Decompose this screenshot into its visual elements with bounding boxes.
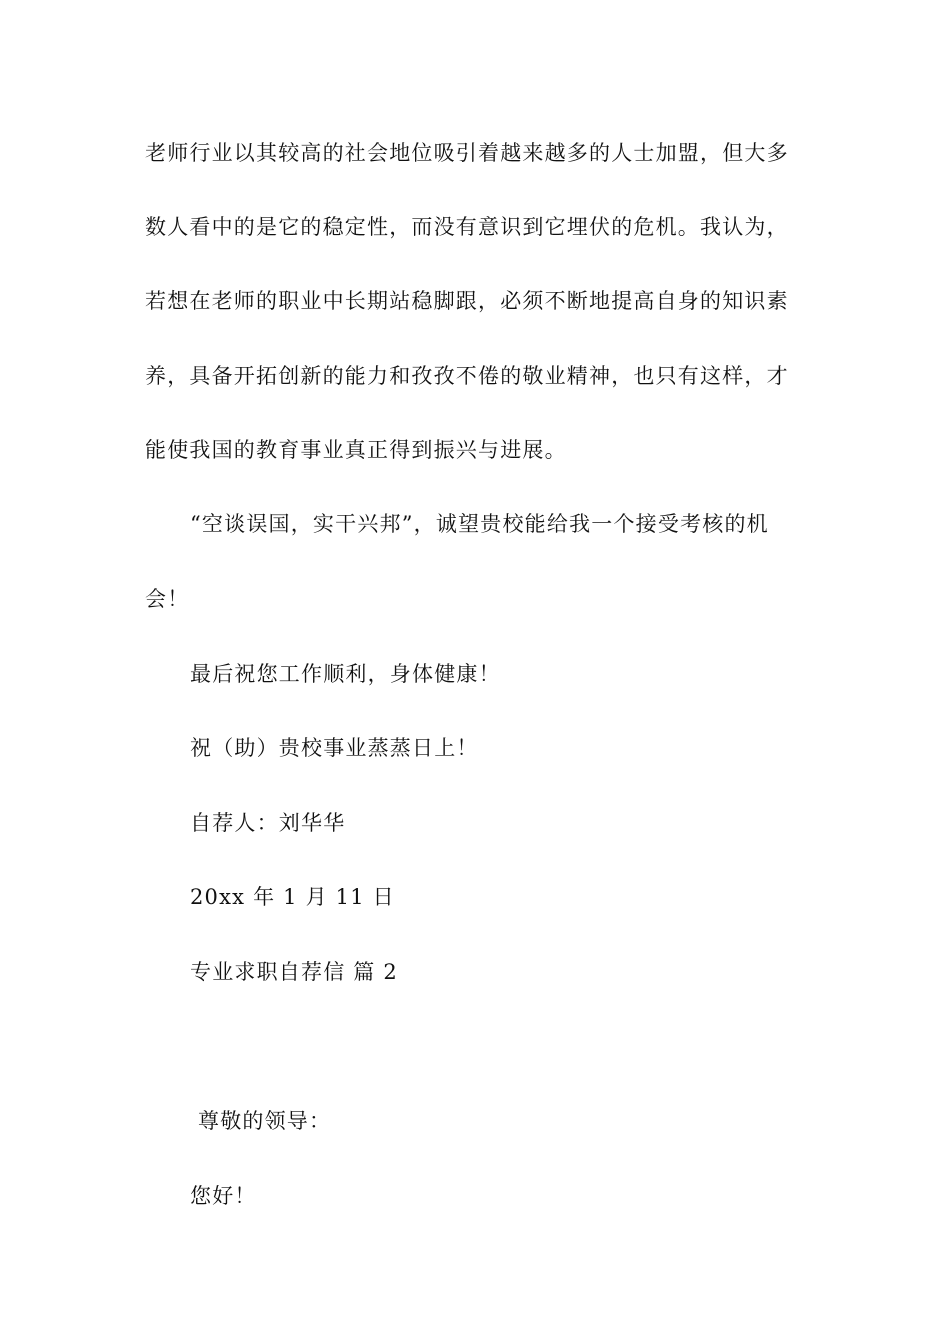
body-text-line: 养，具备开拓创新的能力和孜孜不倦的敬业精神，也只有这样，才: [145, 364, 789, 388]
salutation: 尊敬的领导：: [198, 1109, 332, 1133]
greeting: 您好！: [190, 1184, 257, 1208]
closing-wish: 最后祝您工作顺利，身体健康！: [190, 662, 501, 686]
school-wish: 祝（助）贵校事业蒸蒸日上！: [190, 736, 479, 760]
date: 20xx 年 1 月 11 日: [190, 885, 395, 909]
signature: 自荐人：刘华华: [190, 811, 346, 835]
body-text-line: 老师行业以其较高的社会地位吸引着越来越多的人士加盟，但大多: [145, 141, 789, 165]
body-text-line: “空谈误国，实干兴邦”，诚望贵校能给我一个接受考核的机: [190, 512, 769, 536]
body-text-line: 能使我国的教育事业真正得到振兴与进展。: [145, 438, 567, 462]
body-text-line: 会！: [145, 587, 190, 611]
body-text-line: 若想在老师的职业中长期站稳脚跟，必须不断地提高自身的知识素: [145, 289, 789, 313]
body-text-line: 数人看中的是它的稳定性，而没有意识到它埋伏的危机。我认为，: [145, 215, 789, 239]
section-title: 专业求职自荐信 篇 2: [190, 960, 398, 984]
